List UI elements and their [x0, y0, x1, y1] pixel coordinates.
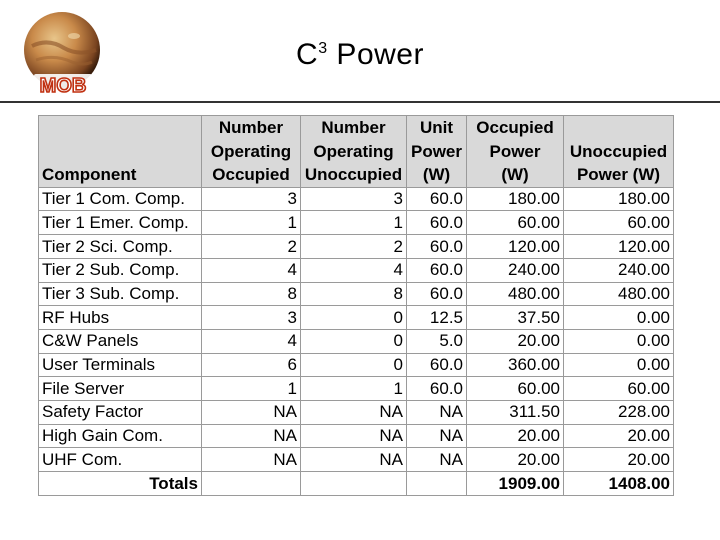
component-name-cell: Tier 2 Sub. Comp.	[39, 258, 202, 282]
value-cell: NA	[407, 448, 467, 472]
value-cell: 480.00	[564, 282, 674, 306]
component-name-cell: Tier 2 Sci. Comp.	[39, 235, 202, 259]
header-line: (W)	[422, 165, 451, 185]
header-row	[39, 116, 674, 188]
title-divider	[0, 101, 720, 103]
value-cell: 4	[301, 258, 407, 282]
value-cell: 3	[202, 187, 301, 211]
value-cell: 8	[301, 282, 407, 306]
table-row	[39, 377, 674, 401]
value-cell: 60.0	[407, 187, 467, 211]
value-cell: 60.00	[564, 211, 674, 235]
total-unoccupied-cell: 1408.00	[564, 472, 674, 496]
value-cell: 60.0	[407, 377, 467, 401]
column-header	[407, 116, 467, 188]
component-name-cell: Tier 3 Sub. Comp.	[39, 282, 202, 306]
value-cell: NA	[407, 424, 467, 448]
header-line: Power	[489, 141, 541, 161]
value-cell: 0	[301, 353, 407, 377]
value-cell: 480.00	[467, 282, 564, 306]
value-cell: 240.00	[467, 258, 564, 282]
value-cell: 60.0	[407, 235, 467, 259]
header-line: Operating	[210, 141, 292, 161]
header-line: Number	[321, 118, 386, 137]
header-line: Power	[410, 141, 463, 161]
value-cell: NA	[202, 448, 301, 472]
power-table	[38, 115, 674, 496]
table-row	[39, 329, 674, 353]
title-superscript: 3	[318, 40, 328, 57]
value-cell: 360.00	[467, 353, 564, 377]
value-cell: 6	[202, 353, 301, 377]
component-name-cell: Tier 1 Emer. Comp.	[39, 211, 202, 235]
value-cell: 37.50	[467, 306, 564, 330]
table-row	[39, 353, 674, 377]
value-cell: 60.00	[564, 377, 674, 401]
value-cell: 60.0	[407, 353, 467, 377]
title-rest: Power	[327, 38, 424, 71]
value-cell: 180.00	[564, 187, 674, 211]
value-cell: NA	[301, 400, 407, 424]
value-cell: 60.0	[407, 282, 467, 306]
value-cell: 60.0	[407, 258, 467, 282]
slide-title	[0, 38, 720, 72]
value-cell: 1	[301, 377, 407, 401]
value-cell: 20.00	[564, 424, 674, 448]
value-cell: NA	[202, 400, 301, 424]
component-name-cell: RF Hubs	[39, 306, 202, 330]
empty-cell	[407, 472, 467, 496]
value-cell: 0.00	[564, 329, 674, 353]
value-cell: 20.00	[564, 448, 674, 472]
header-line: Power (W)	[576, 165, 661, 185]
column-header	[39, 116, 202, 188]
component-name-cell: High Gain Com.	[39, 424, 202, 448]
column-header	[301, 116, 407, 188]
table-row	[39, 211, 674, 235]
header-line: Unit	[419, 118, 454, 137]
value-cell: NA	[202, 424, 301, 448]
header-line: Occupied	[212, 165, 290, 185]
value-cell: 180.00	[467, 187, 564, 211]
value-cell: 0.00	[564, 353, 674, 377]
table-row	[39, 400, 674, 424]
value-cell: 60.00	[467, 377, 564, 401]
value-cell: 0	[301, 306, 407, 330]
component-name-cell: C&W Panels	[39, 329, 202, 353]
totals-row	[39, 472, 674, 496]
column-header	[467, 116, 564, 188]
value-cell: 3	[301, 187, 407, 211]
value-cell: 4	[202, 258, 301, 282]
power-table-container	[38, 115, 674, 496]
table-row	[39, 258, 674, 282]
column-header	[202, 116, 301, 188]
value-cell: 5.0	[407, 329, 467, 353]
table-row	[39, 448, 674, 472]
header-line: Unoccupied	[569, 141, 668, 161]
value-cell: NA	[301, 424, 407, 448]
table-row	[39, 282, 674, 306]
value-cell: 120.00	[467, 235, 564, 259]
logo-text: MOB	[39, 75, 87, 97]
title-main: C	[296, 38, 319, 71]
value-cell: 2	[202, 235, 301, 259]
value-cell: 1	[202, 211, 301, 235]
totals-label: Totals	[39, 472, 202, 496]
table-row	[39, 187, 674, 211]
value-cell: 240.00	[564, 258, 674, 282]
value-cell: NA	[301, 448, 407, 472]
value-cell: 3	[202, 306, 301, 330]
value-cell: 4	[202, 329, 301, 353]
value-cell: NA	[407, 400, 467, 424]
table-row	[39, 235, 674, 259]
empty-cell	[202, 472, 301, 496]
total-occupied-cell: 1909.00	[467, 472, 564, 496]
value-cell: 1	[301, 211, 407, 235]
value-cell: 12.5	[407, 306, 467, 330]
table-row	[39, 424, 674, 448]
value-cell: 120.00	[564, 235, 674, 259]
table-row	[39, 306, 674, 330]
value-cell: 60.00	[467, 211, 564, 235]
component-name-cell: Safety Factor	[39, 400, 202, 424]
value-cell: 20.00	[467, 448, 564, 472]
header-line: Number	[218, 118, 284, 137]
value-cell: 20.00	[467, 329, 564, 353]
header-line: Unoccupied	[304, 165, 403, 185]
component-name-cell: Tier 1 Com. Comp.	[39, 187, 202, 211]
value-cell: 20.00	[467, 424, 564, 448]
component-name-cell: User Terminals	[39, 353, 202, 377]
value-cell: 228.00	[564, 400, 674, 424]
header-line: (W)	[501, 165, 529, 185]
value-cell: 60.0	[407, 211, 467, 235]
value-cell: 8	[202, 282, 301, 306]
value-cell: 311.50	[467, 400, 564, 424]
value-cell: 0.00	[564, 306, 674, 330]
component-name-cell: UHF Com.	[39, 448, 202, 472]
value-cell: 1	[202, 377, 301, 401]
component-name-cell: File Server	[39, 377, 202, 401]
value-cell: 0	[301, 329, 407, 353]
empty-cell	[301, 472, 407, 496]
header-line: Component	[42, 165, 137, 185]
header-line: Operating	[313, 141, 394, 161]
header-line: Occupied	[476, 118, 554, 137]
value-cell: 2	[301, 235, 407, 259]
column-header	[564, 116, 674, 188]
